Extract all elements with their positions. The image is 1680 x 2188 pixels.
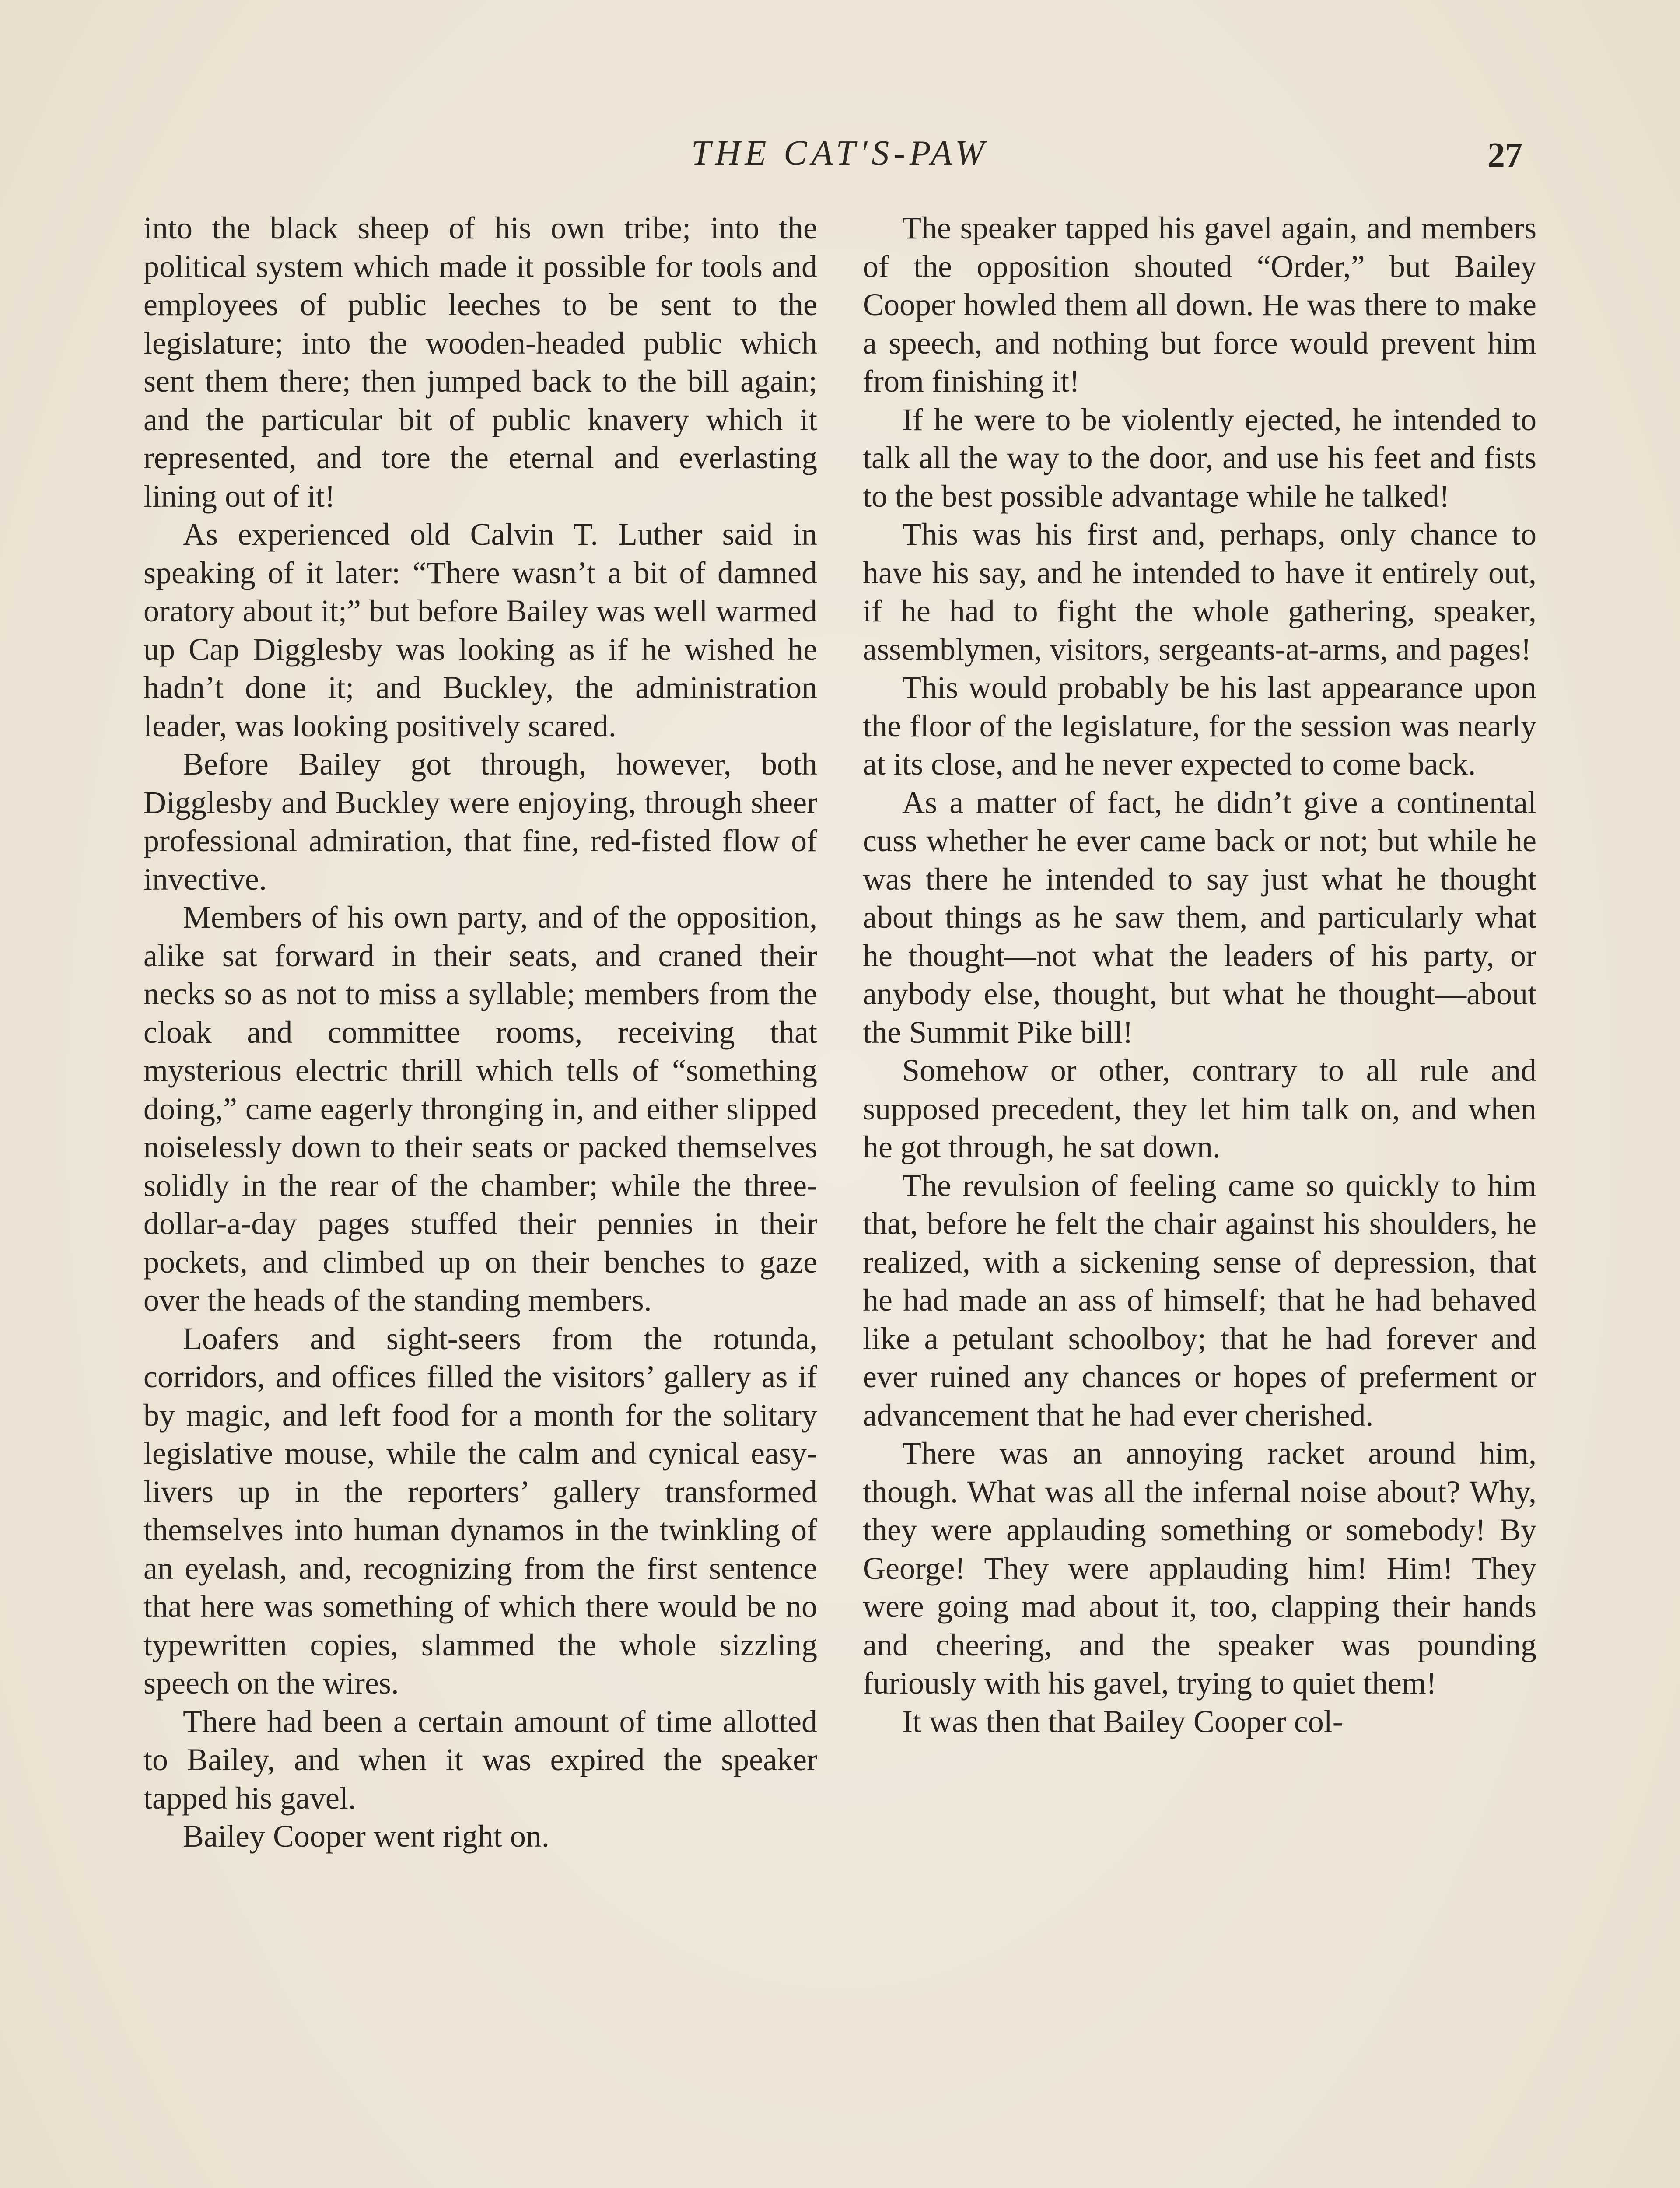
- paragraph: This would probably be his last appearance upon the floor of the legislature, for the session was nearly at its close, and he never expected to come back.: [863, 670, 1536, 782]
- paragraph: Before Bailey got through, however, both Digglesby and Buckley were enjoying, through sheer professional admiration, that fine, red-fisted flow of invective.: [144, 747, 817, 897]
- paragraph: Somehow or other, contrary to all rule and supposed precedent, they let him talk on, and when he got through, he sat down.: [863, 1053, 1536, 1164]
- paragraph: Loafers and sight-seers from the rotunda, corridors, and offices filled the visitors’ gallery as if by magic, and left food for a month for the solitary legislative mouse, while the calm and cynical easy-livers up in the reporters’ gallery transformed themselves into human dynamos in the twinkling of an eyelash, and, recognizing from the first sentence that here was something of which there would be no typewritten copies, slammed the whole sizzling speech on the wires.: [144, 1321, 817, 1701]
- paragraph: The revulsion of feeling came so quickly to him that, before he felt the chair against his shoulders, he realized, with a sickening sense of depression, that he had made an ass of himself; that he had behaved like a petulant schoolboy; that he had forever and ever ruined any chances or hopes of preferment or advancement that he had ever cherished.: [863, 1168, 1536, 1433]
- running-head: THE CAT'S-PAW: [691, 134, 989, 172]
- paragraph: As experienced old Calvin T. Luther said in speaking of it later: “There wasn’t a bit of damned oratory about it;” but before Bailey was well warmed up Cap Digglesby was looking as if he wished he hadn’t done it; and Buckley, the administration leader, was looking positively scared.: [144, 517, 817, 743]
- paragraph: Members of his own party, and of the opposition, alike sat forward in their seats, and craned their necks so as not to miss a syllable; members from the cloak and committee rooms, receiving that mysterious electric thrill which tells of “something doing,” came eagerly thronging in, and either slipped noiselessly down to their seats or packed themselves solidly in the rear of the chamber; while the three-dollar-a-day pages stuffed their pennies in their pockets, and climbed up on their benches to gaze over the heads of the standing members.: [144, 900, 817, 1318]
- page-number: 27: [1488, 136, 1522, 175]
- paragraph: There was an annoying racket around him, though. What was all the infernal noise about? Why, they were applauding something or somebody! By George! They were applauding him! Him! They were going mad about it, too, clapping their hands and cheering, and the speaker was pounding furiously with his gavel, trying to quiet them!: [863, 1436, 1536, 1701]
- paragraph: It was then that Bailey Cooper col-: [902, 1704, 1343, 1739]
- paragraph: This was his first and, perhaps, only chance to have his say, and he intended to have it entirely out, if he had to fight the whole gathering, speaker, assemblymen, visitors, sergeants-at-arms, and pages!: [863, 517, 1536, 667]
- right-column: [863, 209, 1536, 1741]
- paragraph: There had been a certain amount of time allotted to Bailey, and when it was expired the speaker tapped his gavel.: [144, 1704, 817, 1816]
- left-column: [144, 209, 817, 1856]
- paragraph: As a matter of fact, he didn’t give a continental cuss whether he ever came back or not; but while he was there he intended to say just what he thought about things as he saw them, and particularly what he thought—not what the leaders of his party, or anybody else, thought, but what he thought—about the Summit Pike bill!: [863, 785, 1536, 1050]
- paragraph: The speaker tapped his gavel again, and members of the opposition shouted “Order,” but Bailey Cooper howled them all down. He was there to make a speech, and nothing but force would prevent him from finishing it!: [863, 210, 1536, 399]
- paragraph: If he were to be violently ejected, he intended to talk all the way to the door, and use his feet and fists to the best possible advantage while he talked!: [863, 402, 1536, 514]
- paragraph: Bailey Cooper went right on.: [183, 1819, 550, 1854]
- paragraph: into the black sheep of his own tribe; into the political system which made it possible for tools and employees of public leeches to be sent to the legislature; into the wooden-headed public which sent them there; then jumped back to the bill again; and the particular bit of public knavery which it represented, and tore the eternal and everlasting lining out of it!: [144, 210, 817, 514]
